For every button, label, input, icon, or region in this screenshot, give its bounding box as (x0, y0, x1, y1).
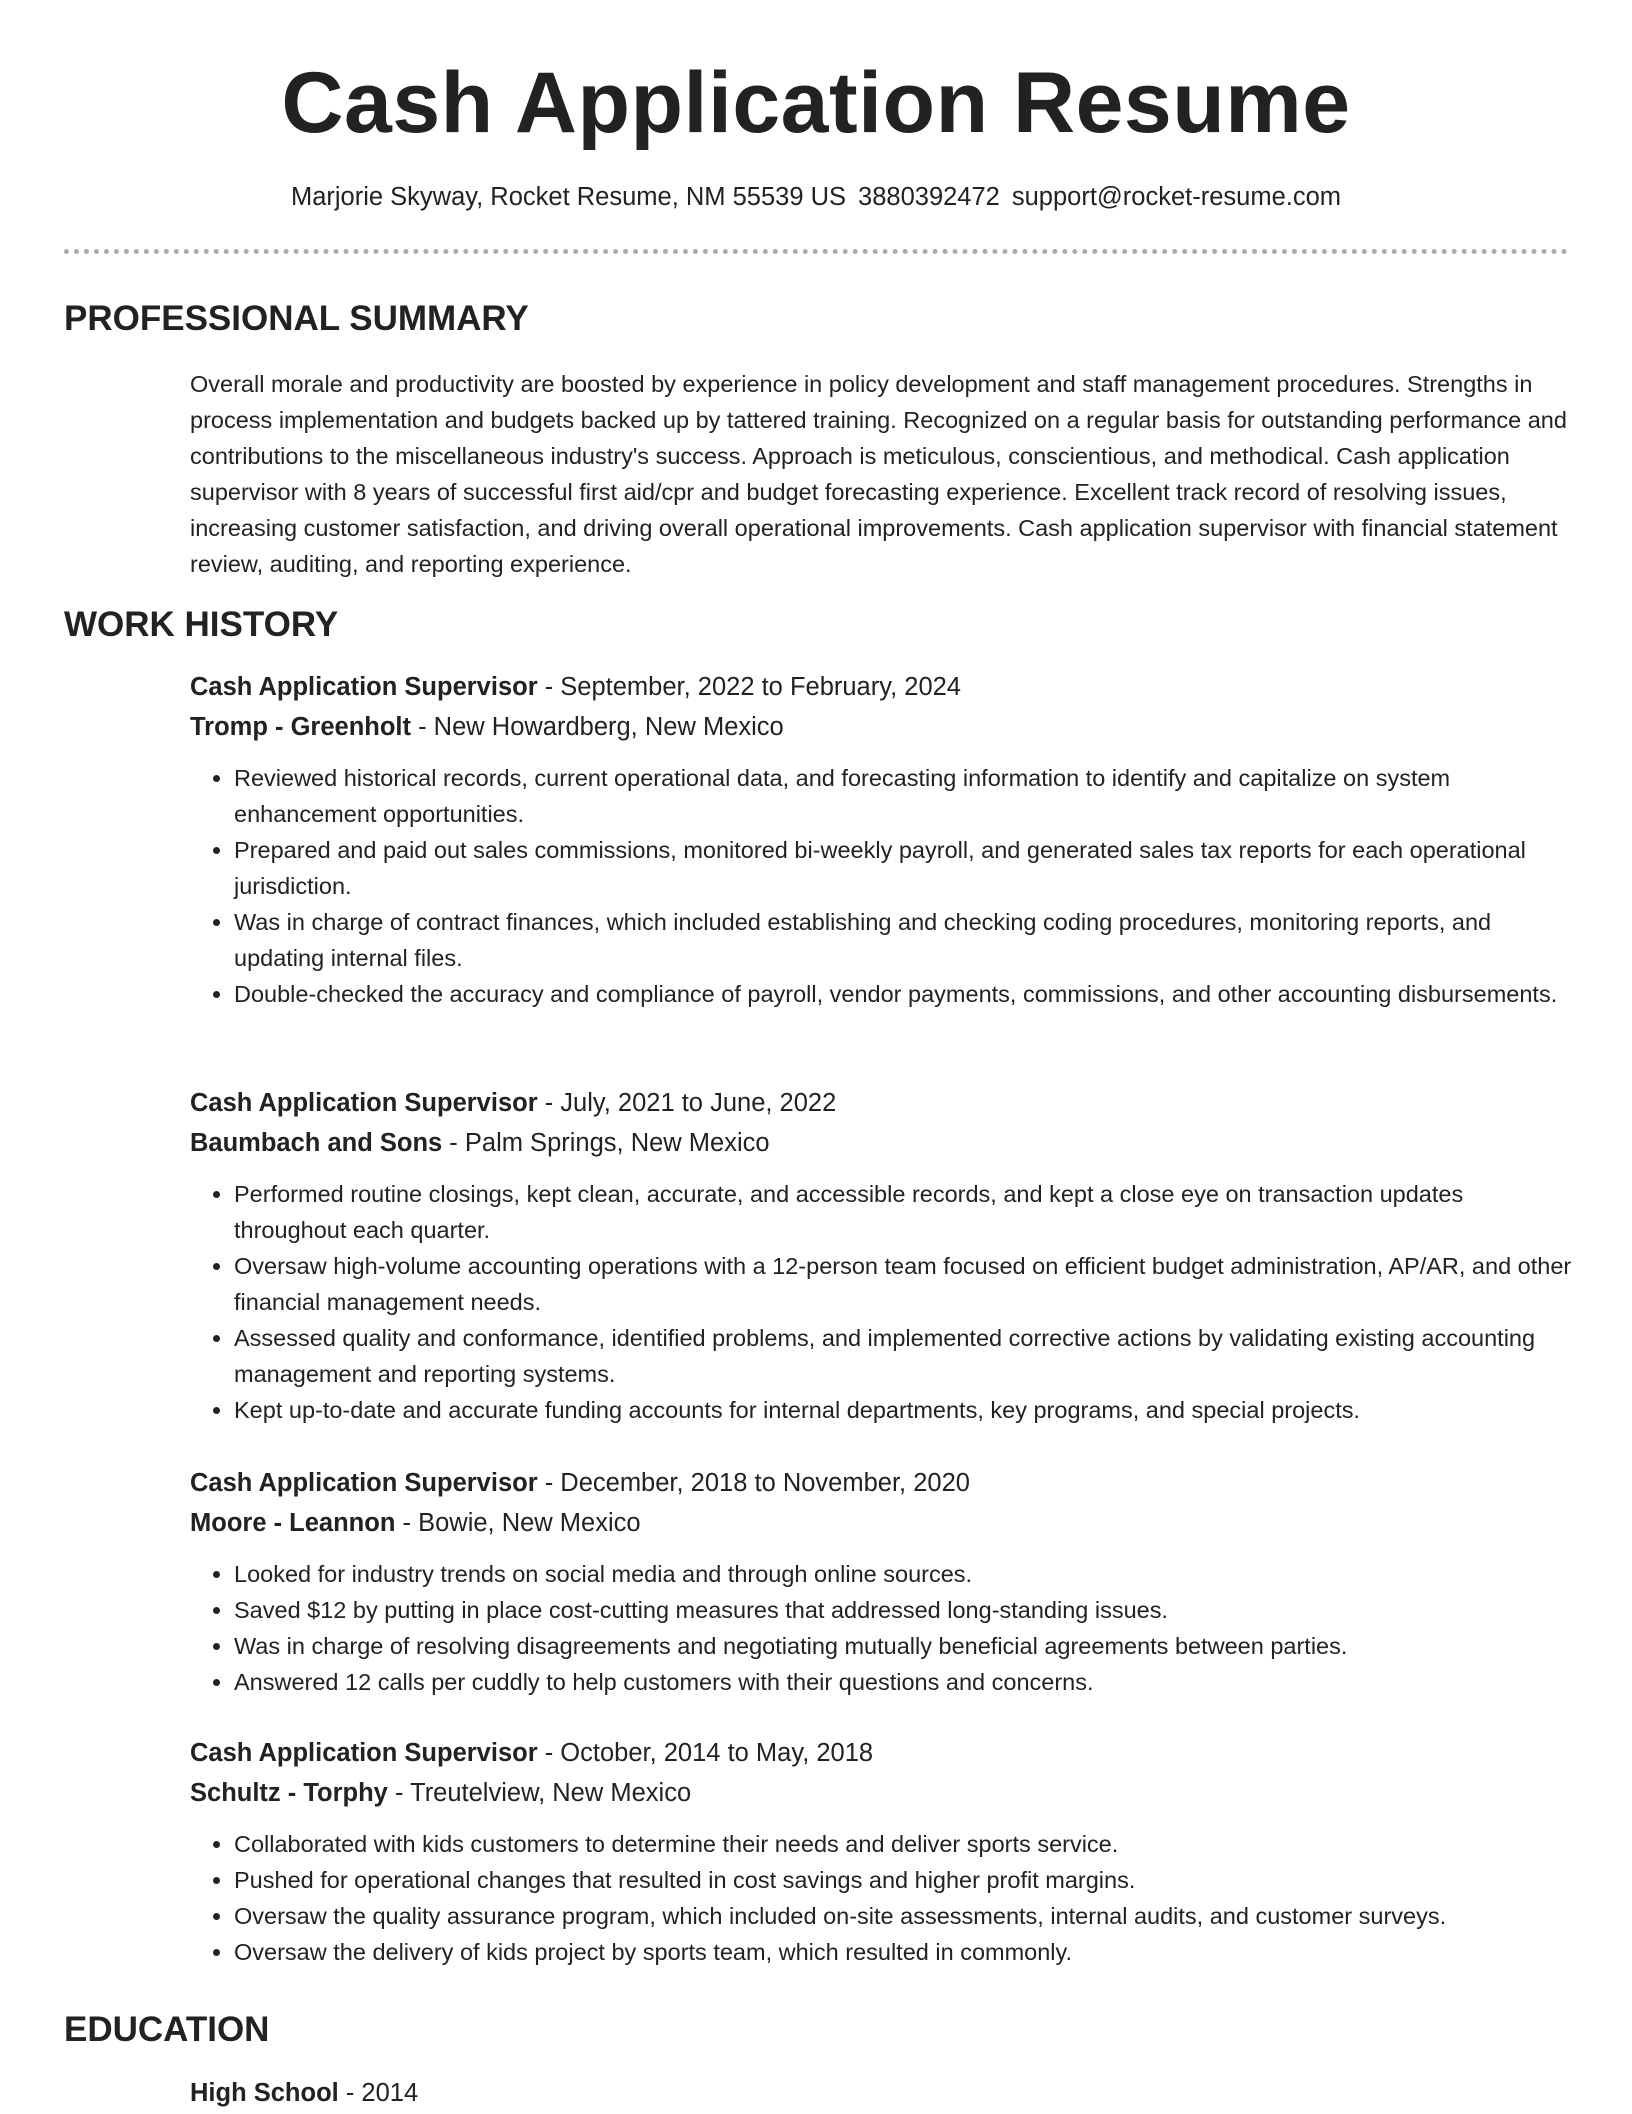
job-bullet: • Prepared and paid out sales commissions, monitored bi-weekly payroll, and generated sales tax reports for each operational jurisdiction. (234, 832, 1580, 904)
job-bullet: • Was in charge of resolving disagreements and negotiating mutually beneficial agreements between parties. (234, 1628, 1580, 1664)
section-heading-summary: PROFESSIONAL SUMMARY (64, 299, 529, 338)
job-title: Cash Application Supervisor (190, 673, 538, 701)
job-location: - Palm Springs, New Mexico (442, 1128, 770, 1157)
job-location: - New Howardberg, New Mexico (411, 712, 784, 741)
job-location: - Bowie, New Mexico (395, 1508, 641, 1537)
resume-title: Cash Application Resume (281, 55, 1351, 151)
job-bullet: • Looked for industry trends on social media and through online sources. (234, 1556, 1580, 1592)
job-bullet: • Saved $12 by putting in place cost-cutting measures that addressed long-standing issues. (234, 1592, 1580, 1628)
job-location: - Treutelview, New Mexico (387, 1778, 692, 1807)
job-entry (190, 1464, 1580, 1700)
job-bullet: • Oversaw the delivery of kids project by sports team, which resulted in commonly. (234, 1934, 1580, 1970)
section-heading-work-history: WORK HISTORY (64, 605, 339, 644)
job-bullet: • Collaborated with kids customers to determine their needs and deliver sports service. (234, 1826, 1580, 1862)
contact-address: Marjorie Skyway, Rocket Resume, NM 55539 US (290, 183, 847, 211)
education-year: - 2014 (338, 2079, 419, 2107)
job-bullet: • Oversaw the quality assurance program, which included on-site assessments, internal audits, and customer surveys. (234, 1898, 1580, 1934)
job-company-line (190, 1504, 1580, 1544)
job-bullet: • Answered 12 calls per cuddly to help customers with their questions and concerns. (234, 1664, 1580, 1700)
job-dates: - December, 2018 to November, 2020 (537, 1469, 970, 1497)
job-company: Moore - Leannon (190, 1508, 396, 1537)
job-company: Baumbach and Sons (190, 1128, 443, 1157)
job-title: Cash Application Supervisor (190, 1089, 538, 1117)
job-title-line (190, 1734, 1580, 1774)
job-company-line (190, 1774, 1580, 1814)
summary-text: Overall morale and productivity are boosted by experience in policy development and staff management procedures. Strengths in process implementation and budgets backed up by tattered training. Recognized on a regular basis for outstanding performance and contributions to the miscellaneous industry's success. Approach is meticulous, conscientious, and methodical. Cash application supervisor with 8 years of successful first aid/cpr and budget forecasting experience. Excellent track record of resolving issues, increasing customer satisfaction, and driving overall operational improvements. Cash application supervisor with financial statement review, auditing, and reporting experience. (190, 371, 1567, 577)
job-title: Cash Application Supervisor (190, 1739, 538, 1767)
job-bullet: • Double-checked the accuracy and compliance of payroll, vendor payments, commissions, and other accounting disbursements. (234, 976, 1580, 1012)
job-bullets (190, 1176, 1580, 1428)
job-bullet: • Pushed for operational changes that resulted in cost savings and higher profit margins. (234, 1862, 1580, 1898)
job-company-line (190, 1124, 1580, 1164)
contact-phone: 3880392472 (858, 183, 1000, 211)
job-entry (190, 1734, 1580, 1970)
job-title-line (190, 1464, 1580, 1504)
job-dates: - September, 2022 to February, 2024 (537, 673, 961, 701)
section-heading-education: EDUCATION (64, 2010, 270, 2049)
job-bullet: • Was in charge of contract finances, which included establishing and checking coding procedures, monitoring reports, and updating internal files. (234, 904, 1580, 976)
job-bullet: • Kept up-to-date and accurate funding accounts for internal departments, key programs, and special projects. (234, 1392, 1580, 1428)
job-bullets (190, 1826, 1580, 1970)
job-company: Tromp - Greenholt (190, 712, 412, 741)
job-bullets (190, 1556, 1580, 1700)
job-entry (190, 668, 1580, 1012)
job-bullet: • Performed routine closings, kept clean, accurate, and accessible records, and kept a close eye on transaction updates throughout each quarter. (234, 1176, 1580, 1248)
job-bullet: • Assessed quality and conformance, identified problems, and implemented corrective actions by validating existing accounting management and reporting systems. (234, 1320, 1580, 1392)
job-entry (190, 1084, 1580, 1428)
job-bullet: • Oversaw high-volume accounting operations with a 12-person team focused on efficient budget administration, AP/AR, and other financial management needs. (234, 1248, 1580, 1320)
job-title: Cash Application Supervisor (190, 1469, 538, 1497)
job-dates: - October, 2014 to May, 2018 (537, 1739, 874, 1767)
education-entry (190, 2074, 1580, 2114)
education-degree: High School (190, 2079, 339, 2107)
job-bullets (190, 760, 1580, 1012)
contact-line (0, 181, 1632, 213)
job-title-line (190, 1084, 1580, 1124)
education-line (190, 2074, 1580, 2114)
job-company-line (190, 708, 1580, 748)
job-company: Schultz - Torphy (190, 1778, 388, 1807)
job-title-line (190, 668, 1580, 708)
header-divider (64, 249, 1568, 254)
job-bullet: • Reviewed historical records, current operational data, and forecasting information to identify and capitalize on system enhancement opportunities. (234, 760, 1580, 832)
contact-email: support@rocket-resume.com (1011, 183, 1342, 211)
job-dates: - July, 2021 to June, 2022 (537, 1089, 837, 1117)
